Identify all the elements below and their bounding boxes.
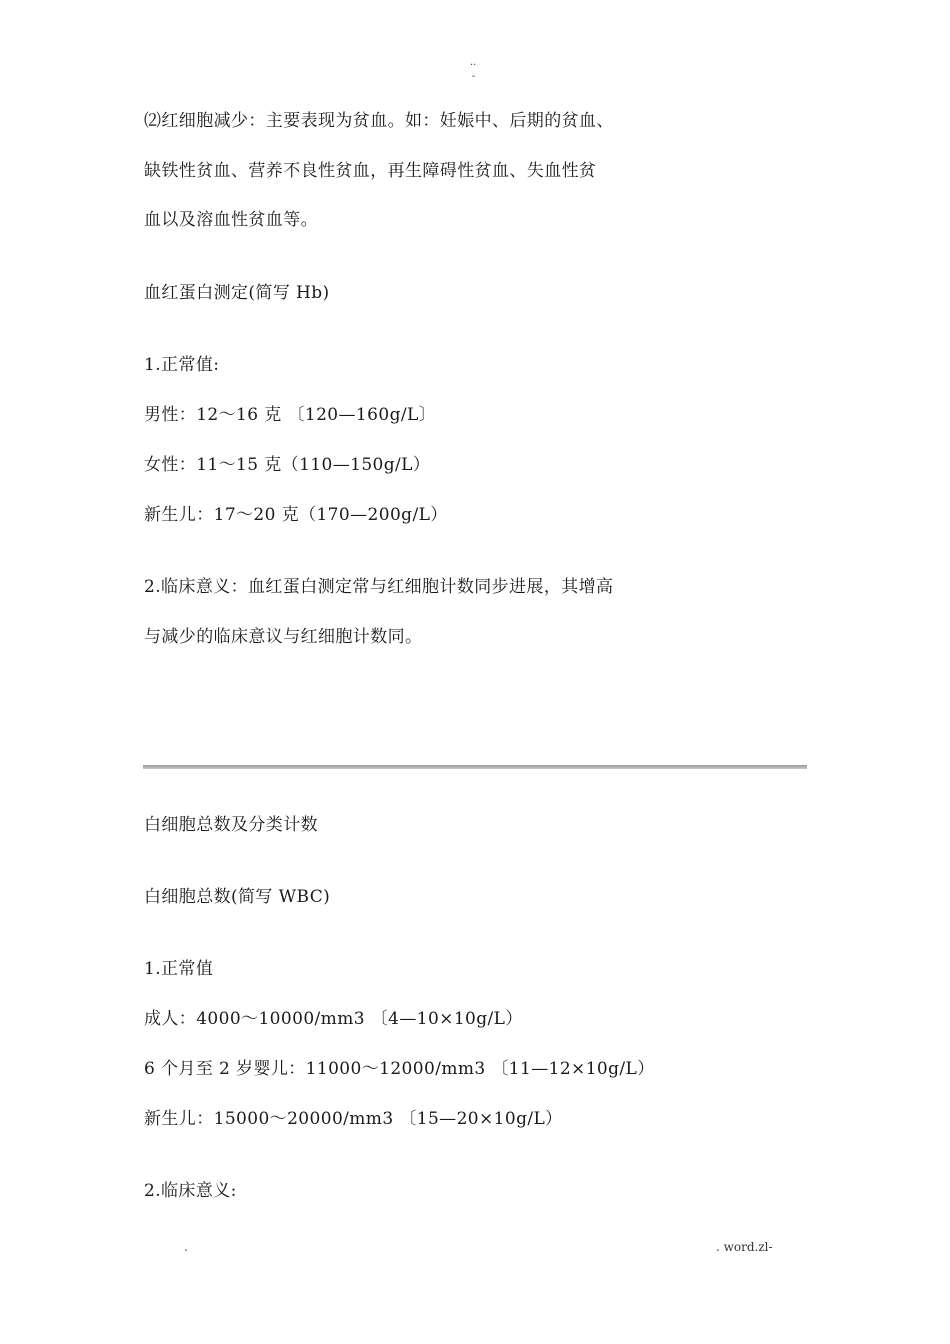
- paragraph-rbc-decrease-line-2: 缺铁性贫血、营养不良性贫血，再生障碍性贫血、失血性贫: [144, 161, 597, 181]
- footer-right-text: . word.zl-: [716, 1240, 773, 1254]
- hb-normal-value-heading: 1.正常值:: [144, 355, 220, 375]
- header-dots: ..: [470, 57, 477, 68]
- hb-clinical-meaning-line-2: 与减少的临床意议与红细胞计数同。: [144, 627, 423, 647]
- heading-hemoglobin: 血红蛋白测定(简写 Hb): [144, 283, 330, 303]
- hb-normal-newborn: 新生儿：17～20 克（170—200g/L）: [144, 505, 448, 525]
- heading-wbc-section: 白细胞总数及分类计数: [144, 815, 318, 835]
- hb-normal-female: 女性：11～15 克（110—150g/L）: [144, 455, 431, 475]
- paragraph-rbc-decrease-line-1: ⑵红细胞减少：主要表现为贫血。如：妊娠中、后期的贫血、: [144, 111, 614, 131]
- footer-left-mark: .: [184, 1240, 188, 1254]
- wbc-clinical-meaning-heading: 2.临床意义:: [144, 1181, 237, 1201]
- heading-wbc-total: 白细胞总数(简写 WBC): [144, 887, 331, 907]
- hb-clinical-meaning-line-1: 2.临床意义：血红蛋白测定常与红细胞计数同步进展，其增高: [144, 577, 614, 597]
- wbc-normal-adult: 成人：4000～10000/mm3 〔4—10×10g/L）: [144, 1009, 523, 1029]
- paragraph-rbc-decrease-line-3: 血以及溶血性贫血等。: [144, 210, 318, 230]
- wbc-normal-infant: 6 个月至 2 岁婴儿：11000～12000/mm3 〔11—12×10g/L）: [144, 1059, 655, 1079]
- wbc-normal-newborn: 新生儿：15000～20000/mm3 〔15—20×10g/L）: [144, 1109, 563, 1129]
- hb-normal-male: 男性：12～16 克 〔120—160g/L〕: [144, 405, 437, 425]
- section-divider: [143, 765, 807, 769]
- header-dash: -: [472, 71, 476, 82]
- wbc-normal-value-heading: 1.正常值: [144, 959, 214, 979]
